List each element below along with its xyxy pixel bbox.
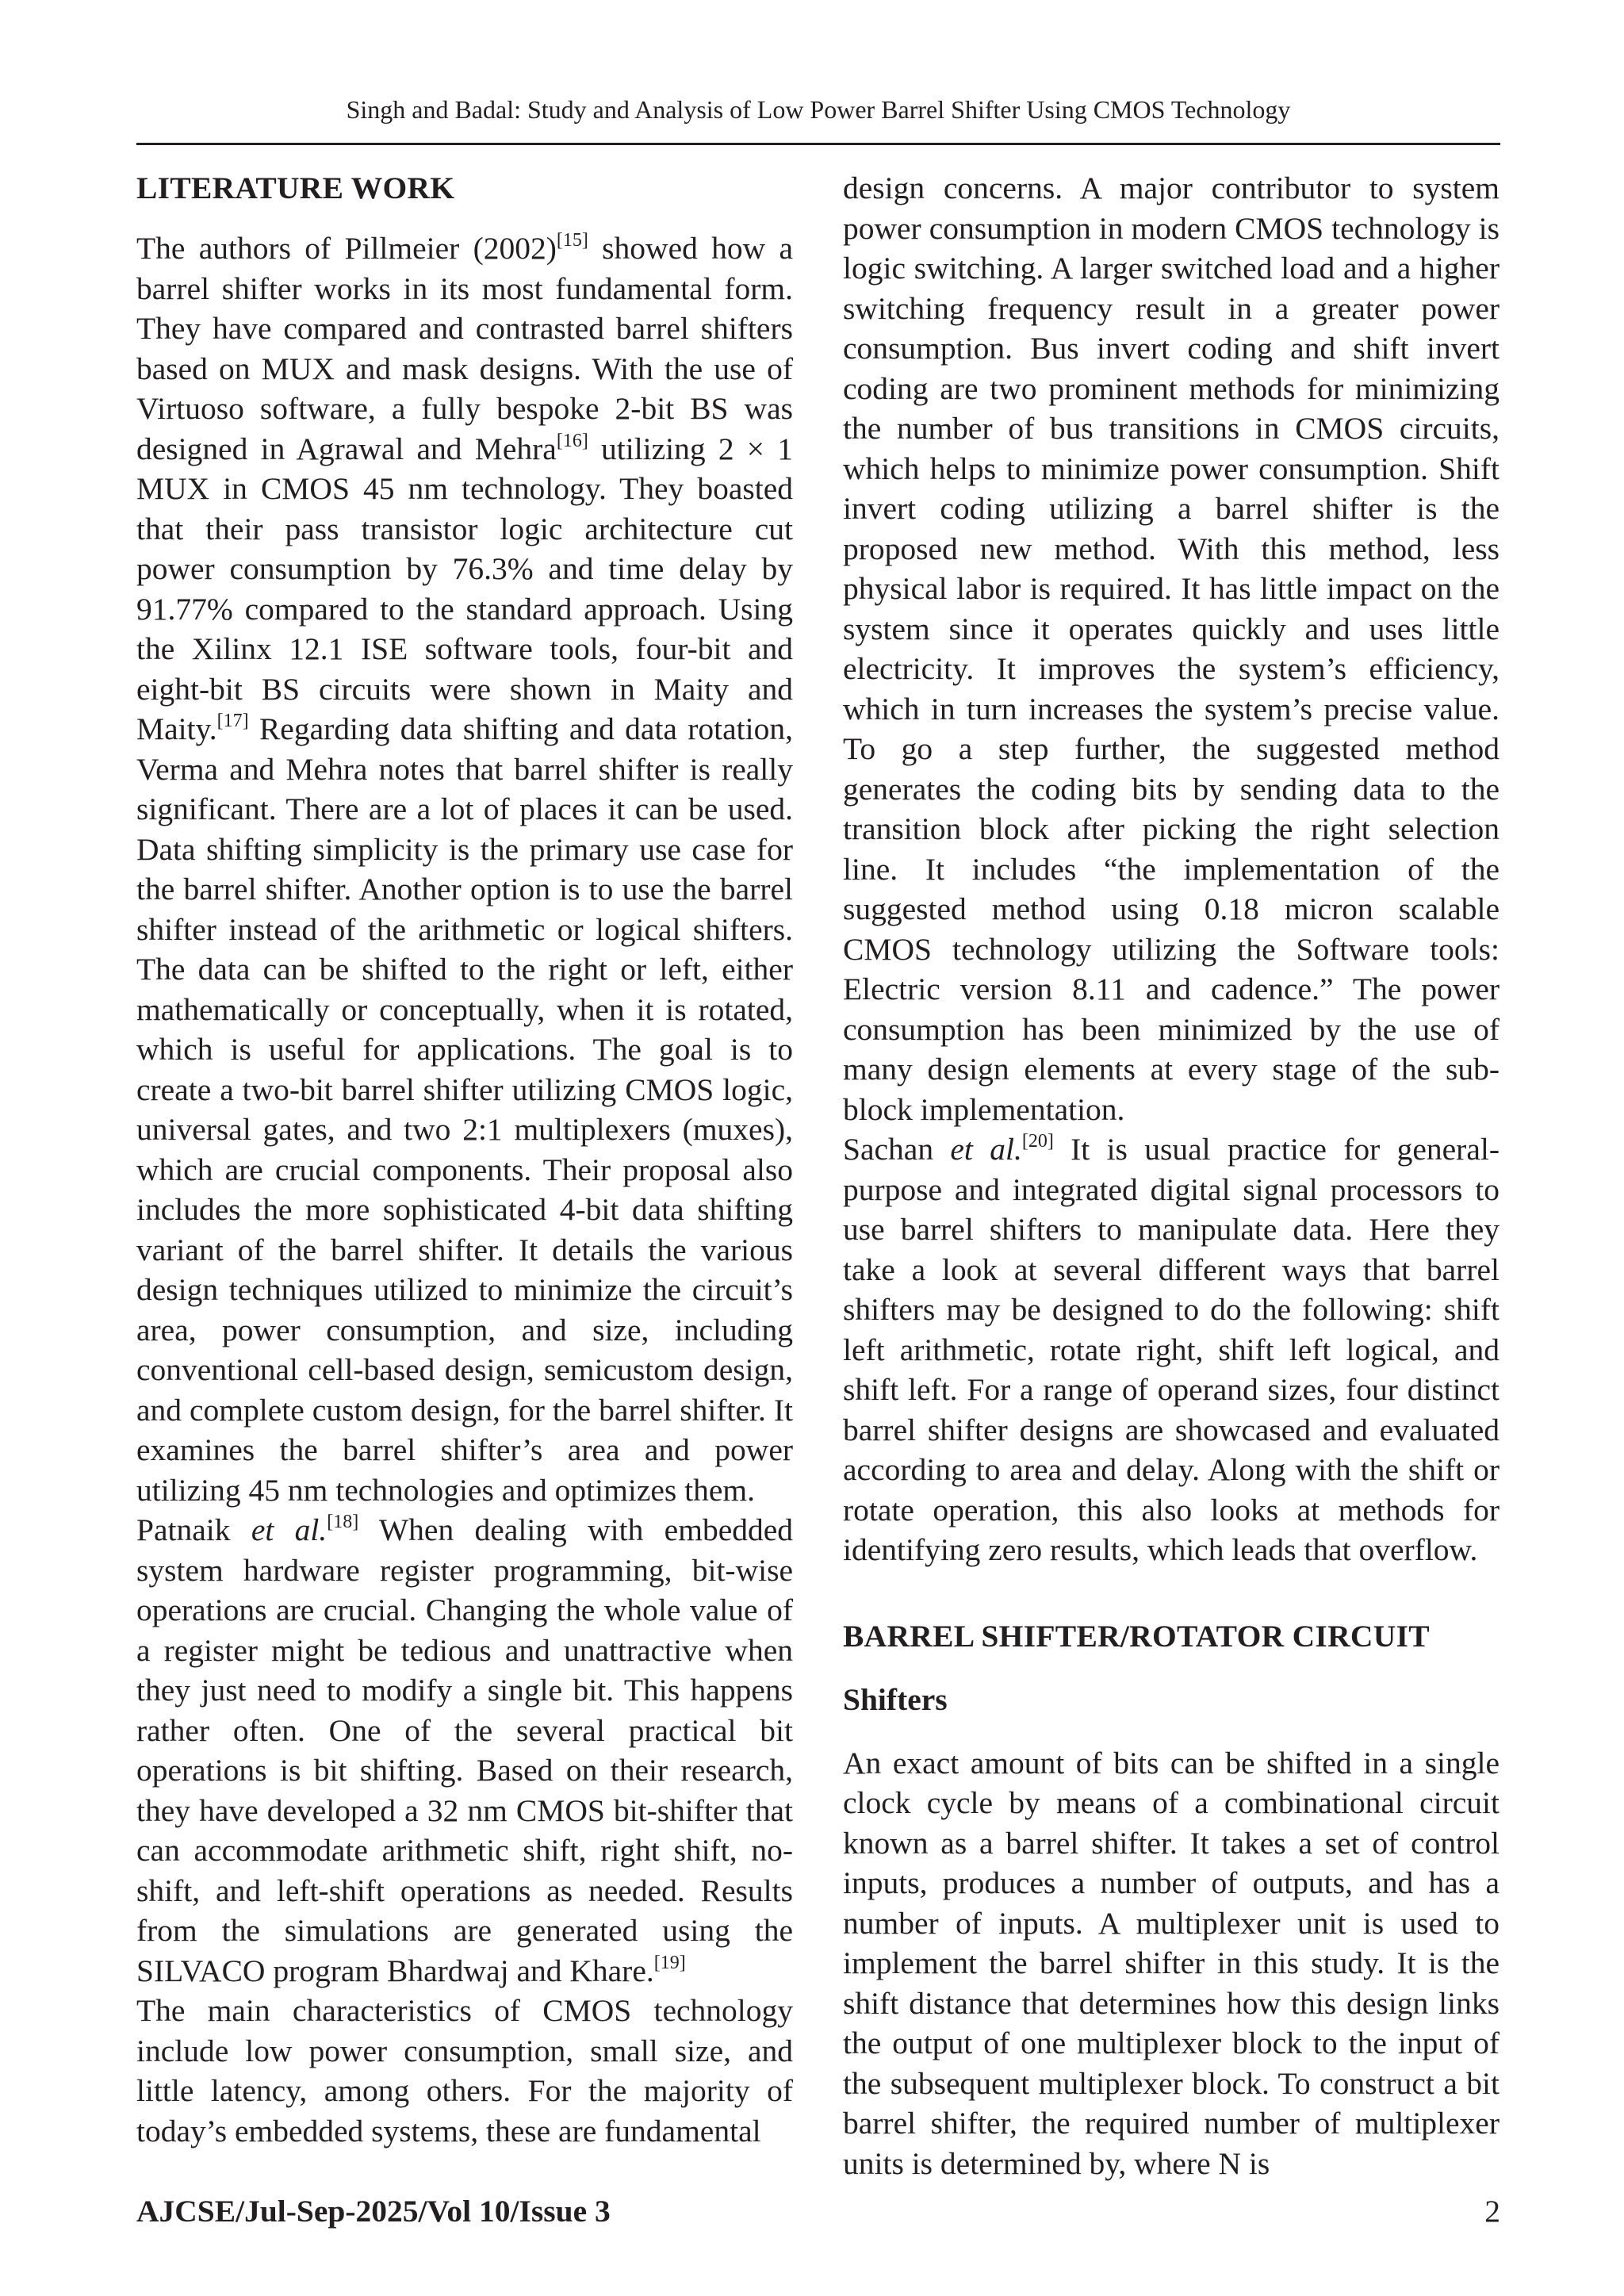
text-span: When dealing with embedded system hardware register programming, bit-wise operations are crucial. Changing the whole value of a register might be tedious and unattractive when they just need to modify a single bit. This happens rather often. One of the several practical bit operations is bit shifting. Based on their research, they have developed a 32 nm CMOS bit-shifter that can accommodate arithmetic shift, right shift, no-shift, and left-shift operations as needed. Results from the simulations are generated using the SILVACO program Bhardwaj and Khare.: [136, 1512, 794, 1988]
running-header-title: Singh and Badal: Study and Analysis of Low Power Barrel Shifter Using CMOS Technology: [346, 95, 1291, 124]
citation-16: [16]: [556, 430, 588, 451]
paragraph-literature-2: [136, 1510, 793, 1991]
paragraph-shifters: An exact amount of bits can be shifted in a single clock cycle by means of a combinational circuit known as a barrel shifter. It takes a set of control inputs, produces a number of outputs, and has a number of inputs. A multiplexer unit is used to implement the barrel shifter in this study. It is the shift distance that determines how this design links the output of one multiplexer block to the input of the subsequent multiplexer block. To construct a bit barrel shifter, the required number of multiplexer units is determined by, where N is: [843, 1745, 1500, 2181]
header-rule: [136, 143, 1500, 145]
text-span: utilizing 2 × 1 MUX in CMOS 45 nm technology. They boasted that their pass transistor logic architecture cut power consumption by 76.3% and time delay by 91.77% compared to the standard approach. Using the Xilinx 12.1 ISE software tools, four-bit and eight-bit BS circuits were shown in Maity and Maity.: [136, 431, 793, 746]
citation-19: [19]: [653, 1952, 686, 1973]
citation-20: [20]: [1021, 1131, 1054, 1152]
page-number: 2: [1484, 2194, 1500, 2229]
et-al: et al.: [950, 1132, 1022, 1167]
text-span: Regarding data shifting and data rotation, Verma and Mehra notes that barrel shifter is really significant. There are a lot of places it can be used. Data shifting simplicity is the primary use case for the barrel shifter. Another option is to use the barrel shifter instead of the arithmetic or logical shifters. The data can be shifted to the right or left, either mathematically or conceptually, when it is rotated, which is useful for applications. The goal is to create a two-bit barrel shifter utilizing CMOS logic, universal gates, and two 2:1 multiplexers (muxes), which are crucial components. Their proposal also includes the more sophisticated 4-bit data shifting variant of the barrel shifter. It details the various design techniques utilized to minimize the circuit’s area, power consumption, and size, including conventional cell-based design, semicustom design, and complete custom design, for the barrel shifter. It examines the barrel shifter’s area and power utilizing 45 nm technologies and optimizes them.: [136, 711, 793, 1508]
text-span: Patnaik: [136, 1512, 251, 1547]
citation-17: [17]: [216, 711, 249, 731]
citation-15: [15]: [556, 230, 588, 251]
text-span: The authors of Pillmeier (2002): [136, 231, 557, 266]
et-al: et al.: [251, 1512, 327, 1547]
paragraph-sachan: [843, 1129, 1500, 1570]
section-heading-barrel-shifter: BARREL SHIFTER/ROTATOR CIRCUIT: [843, 1618, 1430, 1654]
footer-journal-info: AJCSE/Jul-Sep-2025/Vol 10/Issue 3: [136, 2194, 611, 2229]
text-span: Sachan: [843, 1132, 951, 1167]
text-span: It is usual practice for general-purpose and integrated digital signal processors to use barrel shifters to manipulate data. Here they take a look at several different ways that barrel shifters may be designed to do the following: shift left arithmetic, rotate right, shift left logical, and shift left. For a range of operand sizes, four distinct barrel shifter designs are showcased and evaluated according to area and delay. Along with the shift or rotate operation, this also looks at methods for identifying zero results, which leads that overflow.: [843, 1132, 1500, 1567]
paragraph-literature-1: [136, 228, 793, 1510]
section-heading-literature-work: LITERATURE WORK: [136, 171, 455, 205]
right-column: [843, 168, 1500, 2183]
text-span: showed how a barrel shifter works in its most fundamental form. They have compared and contrasted barrel shifters based on MUX and mask designs. With the use of Virtuoso software, a fully bespoke 2-bit BS was designed in Agrawal and Mehra: [136, 231, 793, 466]
left-column: [136, 168, 793, 2151]
paragraph-continued: design concerns. A major contributor to system power consumption in modern CMOS technology is logic switching. A larger switched load and a higher switching frequency result in a greater power consumption. Bus invert coding and shift invert coding are two prominent methods for minimizing the number of bus transitions in CMOS circuits, which helps to minimize power consumption. Shift invert coding utilizing a barrel shifter is the proposed new method. With this method, less physical labor is required. It has little impact on the system since it operates quickly and uses little electricity. It improves the system’s efficiency, which in turn increases the system’s precise value. To go a step further, the suggested method generates the coding bits by sending data to the transition block after picking the right selection line. It includes “the implementation of the suggested method using 0.18 micron scalable CMOS technology utilizing the Software tools: Electric version 8.11 and cadence.” The power consumption has been minimized by the use of many design elements at every stage of the sub-block implementation.: [843, 171, 1500, 1127]
citation-18: [18]: [327, 1512, 359, 1532]
paragraph-literature-3: The main characteristics of CMOS technology include low power consumption, small size, and little latency, among others. For the majority of today’s embedded systems, these are fundamental: [136, 1993, 793, 2148]
subheading-shifters: Shifters: [843, 1681, 948, 1717]
